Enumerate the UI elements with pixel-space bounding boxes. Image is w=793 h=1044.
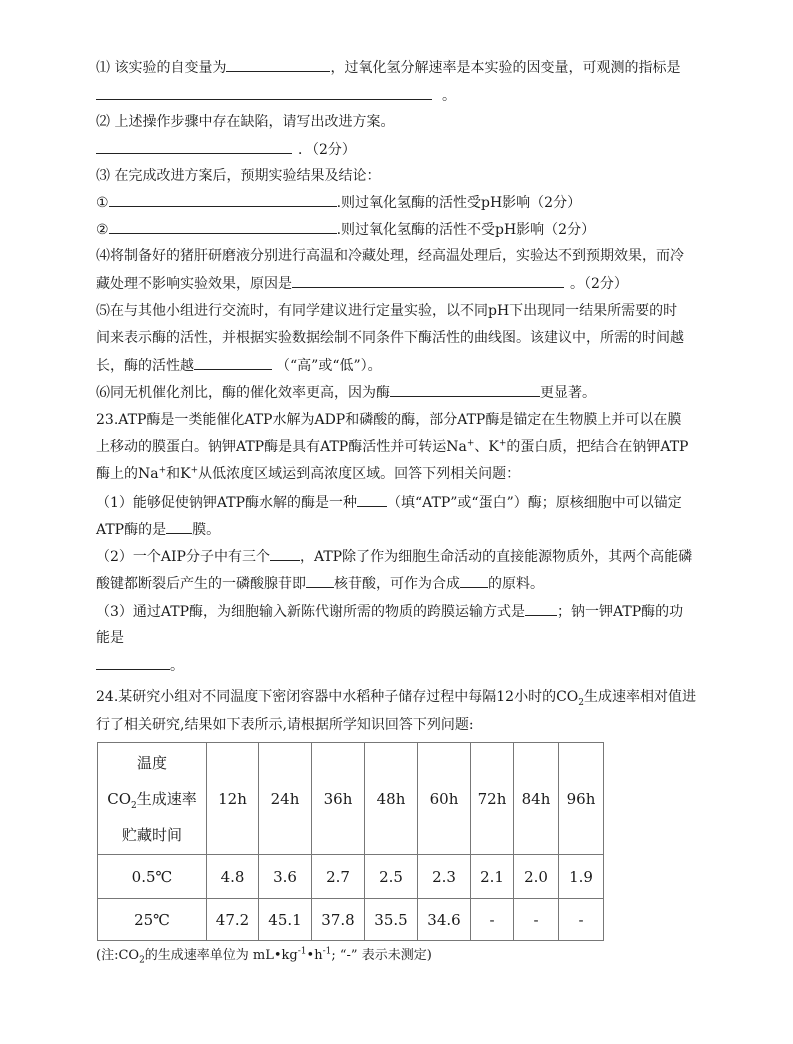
q23-text3b: 和K [166, 466, 191, 482]
q23-sub1-text-b: （填“ATP”或“蛋白”）酶；原核细胞中可以锚定 [387, 495, 682, 511]
q23-sub1-text-d: 膜。 [192, 522, 221, 538]
q22-part3-blank1[interactable] [109, 192, 337, 207]
q22-part5-blank[interactable] [194, 355, 272, 370]
table-cell: 47.2 [207, 899, 259, 941]
header-co2-sub: 2 [131, 800, 137, 811]
q22-part6-text-a: ⑹同无机催化剂比，酶的催化效率更高，因为酶 [96, 385, 390, 401]
header-co2-b: 生成速率 [136, 789, 197, 808]
q22-part5-line3 [96, 355, 382, 376]
q22-part3-text1: .则过氧化氢酶的活性受pH影响（2分） [336, 195, 582, 211]
q22-part4-text2b: 。（2分） [570, 276, 628, 292]
q23-sub2-text-a: （2）一个AIP分子中有三个 [96, 549, 270, 565]
q22-part3-result1 [96, 192, 581, 213]
q23-sub1-text-a: （1）能够促使钠钾ATP酶水解的酶是一种 [96, 495, 358, 511]
q23-sup4: + [190, 465, 199, 476]
q23-sub2-blank3[interactable] [460, 573, 488, 588]
header-co2-a: CO [107, 789, 132, 808]
note-sup2: -1 [322, 946, 332, 957]
q22-part3-line1 [96, 166, 380, 186]
q23-text3c: 从低浓度区域运到高浓度区域。回答下列相关问题： [198, 466, 521, 482]
q23-sup3: + [158, 465, 167, 476]
row-label: 25℃ [98, 899, 207, 941]
q22-part1-line2 [96, 85, 456, 106]
q22-part5-line1 [96, 301, 677, 321]
q23-sub3-text-b: ；钠一钾ATP酶的功 [557, 604, 684, 620]
q22-part2-line1 [96, 112, 394, 132]
col-header: 24h [259, 743, 312, 855]
q22-part4-blank[interactable] [292, 273, 564, 288]
q22-part5-text3a: 长，酶的活性越 [96, 358, 194, 374]
note-b: 的生成速率单位为 mL•kg [144, 948, 298, 963]
q23-sub2-blank2[interactable] [306, 573, 334, 588]
q23-sub3-blank1[interactable] [525, 601, 557, 616]
q22-part3-mark1: ① [96, 195, 109, 211]
col-header: 60h [418, 743, 471, 855]
table-cell: 37.8 [312, 899, 365, 941]
table-cell: 2.3 [418, 855, 471, 899]
col-header: 36h [312, 743, 365, 855]
q22-part4-line1 [96, 246, 684, 266]
col-header: 12h [207, 743, 259, 855]
q22-part4-text2a: 藏处理不影响实验效果，原因是 [96, 276, 292, 292]
q22-part1-blank-1[interactable] [226, 57, 330, 72]
row-label: 0.5℃ [98, 855, 207, 899]
table-cell: - [471, 899, 514, 941]
table-corner-header [98, 743, 207, 855]
q23-text1: 23.ATP酶是一类能催化ATP水解为ADP和磷酸的酶，部分ATP酶是锚定在生物膜上并可以在膜 [96, 412, 682, 428]
q23-line3 [96, 464, 520, 484]
q23-text2c: 的蛋白质，把结合在钠钾ATP [506, 439, 689, 455]
q23-sub2-text-e: 的原料。 [488, 576, 544, 592]
note-sub: 2 [139, 955, 145, 966]
note-sup1: -1 [297, 946, 307, 957]
note-d: ; “-” 表示未测定) [331, 948, 432, 963]
q24-line1 [96, 687, 696, 707]
note-a: (注:CO [96, 948, 140, 963]
q22-part6-line [96, 382, 596, 403]
table-header-row [98, 743, 604, 855]
q23-sub2-blank1[interactable] [270, 546, 300, 561]
q24-sub1: 2 [578, 697, 585, 708]
q22-part5-text1: ⑸在与其他小组进行交流时，有同学建议进行定量实验，以不同pH下出现同一结果所需要的时 [96, 303, 678, 319]
table-cell: 34.6 [418, 899, 471, 941]
q22-part3-mark2: ② [96, 222, 109, 238]
header-temperature: 温度 [136, 753, 167, 772]
q23-sub3-text-a: （3）通过ATP酶，为细胞输入新陈代谢所需的物质的跨膜运输方式是 [96, 604, 526, 620]
col-header: 48h [365, 743, 418, 855]
q23-sub1-text-c: ATP酶的是 [96, 522, 167, 538]
q23-sub3-line3 [96, 655, 184, 676]
q22-part1-text-a: ⑴ 该实验的自变量为 [96, 60, 227, 76]
q22-part3-text: ⑶ 在完成改进方案后，预期实验结果及结论： [96, 168, 381, 184]
q23-sub3-text-c: 能是 [96, 630, 124, 646]
q22-part3-text2: .则过氧化氢酶的活性不受pH影响（2分） [336, 222, 596, 238]
q23-text2b: 、K [474, 439, 499, 455]
q24-text1b: 生成速率相对值进 [584, 689, 697, 705]
q22-part2-blank[interactable] [96, 139, 292, 154]
q23-sub3-end: 。 [170, 658, 184, 674]
q22-part5-text2: 间来表示酶的活性，并根据实验数据绘制不同条件下酶活性的曲线图。该建议中，所需的时间越 [96, 330, 684, 346]
q22-part1-end: 。 [442, 88, 456, 104]
q23-sub1-blank2[interactable] [166, 519, 192, 534]
q22-part1-line1 [96, 57, 680, 78]
q24-text1a: 24.某研究小组对不同温度下密闭容器中水稻种子储存过程中每隔12小时的CO [96, 689, 579, 705]
table-cell: 3.6 [259, 855, 312, 899]
q22-part3-result2 [96, 219, 595, 240]
q22-part6-text-b: 更显著。 [540, 385, 596, 401]
q23-sub2-text-d: 核苷酸，可作为合成 [334, 576, 460, 592]
q23-line1 [96, 410, 681, 430]
q24-text2: 行了相关研究,结果如下表所示,请根据所学知识回答下列问题: [96, 717, 474, 733]
table-cell: 35.5 [365, 899, 418, 941]
q22-part2-line2 [96, 139, 356, 160]
q23-sub2-text-c: 酸键都断裂后产生的一磷酸腺苷即 [96, 576, 306, 592]
table-cell: - [559, 899, 604, 941]
q23-sub2-text-b: ，ATP除了作为细胞生命活动的直接能源物质外，其两个高能磷 [299, 549, 693, 565]
table-row [98, 855, 604, 899]
note-c: •h [306, 948, 323, 963]
q23-sub1-line2 [96, 519, 220, 540]
q22-part2-end: ．（2分） [298, 142, 356, 158]
table-cell: 45.1 [259, 899, 312, 941]
q23-line2 [96, 437, 688, 457]
col-header: 72h [471, 743, 514, 855]
table-cell: 1.9 [559, 855, 604, 899]
header-co2-rate [98, 781, 206, 817]
table-cell: 2.7 [312, 855, 365, 899]
q22-part5-text3b: （“高”或“低”）。 [276, 358, 382, 374]
q23-sub2-line2 [96, 573, 544, 594]
q22-part6-blank[interactable] [390, 382, 540, 397]
q24-line2 [96, 715, 474, 735]
q23-sub2-line1 [96, 546, 692, 567]
q23-sub1-blank1[interactable] [357, 492, 387, 507]
q23-sub3-blank2[interactable] [96, 655, 170, 670]
q22-part1-blank-2[interactable] [96, 85, 432, 100]
q23-sup2: + [498, 438, 507, 449]
table-cell: 2.1 [471, 855, 514, 899]
q23-sub3-line2 [96, 628, 124, 648]
q22-part4-text1: ⑷将制备好的猪肝研磨液分别进行高温和冷藏处理，经高温处理后，实验达不到预期效果，而冷 [96, 248, 684, 264]
table-cell: 2.5 [365, 855, 418, 899]
q22-part1-text-b: ，过氧化氢分解速率是本实验的因变量，可观测的指标是 [330, 60, 681, 76]
q23-sub1-line1 [96, 492, 682, 513]
col-header: 84h [514, 743, 559, 855]
table-cell: 4.8 [207, 855, 259, 899]
q23-text2a: 上移动的膜蛋白。钠钾ATP酶是具有ATP酶活性并可转运Na [96, 439, 467, 455]
table-cell: - [514, 899, 559, 941]
q22-part2-text: ⑵ 上述操作步骤中存在缺陷，请写出改进方案。 [96, 114, 395, 130]
q23-sub3-line1 [96, 601, 683, 622]
table-row [98, 899, 604, 941]
q22-part3-blank2[interactable] [109, 219, 337, 234]
col-header: 96h [559, 743, 604, 855]
q23-text3a: 酶上的Na [96, 466, 159, 482]
co2-rate-table [97, 742, 604, 941]
table-note [96, 944, 432, 966]
header-storage-time: 贮藏时间 [121, 825, 182, 844]
table-cell: 2.0 [514, 855, 559, 899]
q22-part5-line2 [96, 328, 684, 348]
q22-part4-line2 [96, 273, 628, 294]
q23-sup1: + [466, 438, 475, 449]
